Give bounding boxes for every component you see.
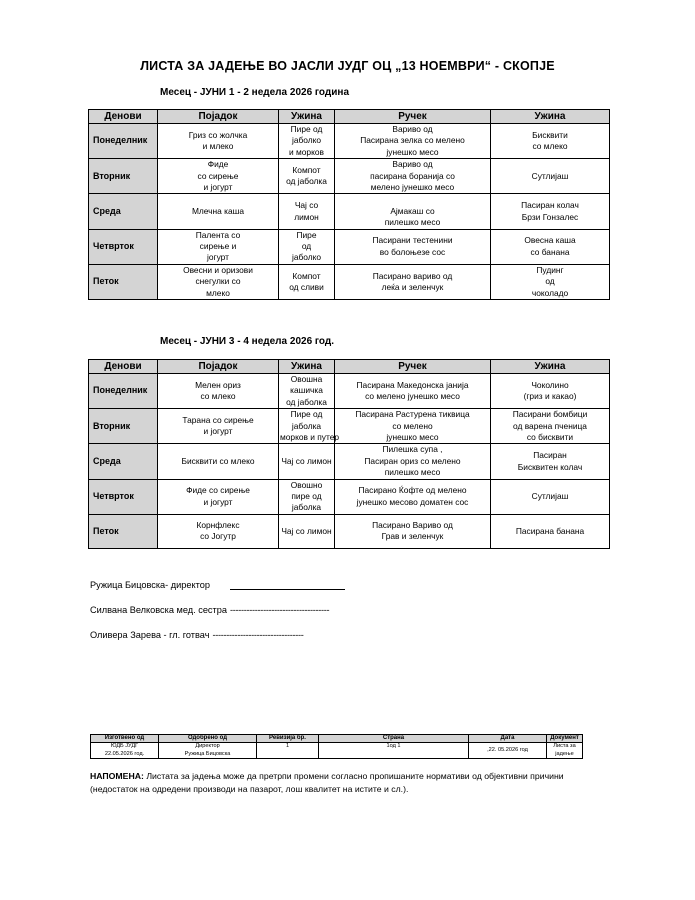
table-row bbox=[89, 124, 610, 159]
cell-line: Брзи Гонзалес bbox=[521, 211, 579, 222]
lunch-cell bbox=[335, 409, 491, 444]
note-text: Листата за јадења може да претрпи промени согласно пропишаните нормативи од објективни причини (недостаток на одредени производи на пазарот, лош квалитет на истите и сл.). bbox=[90, 771, 564, 794]
cell-line: Ајмакаш со bbox=[390, 205, 435, 216]
cell-line: со мелено јунешко месо bbox=[365, 391, 460, 402]
table-row bbox=[89, 479, 610, 514]
table-row bbox=[89, 444, 610, 479]
cell-line: пире од bbox=[291, 491, 322, 502]
snack2-cell bbox=[491, 479, 610, 514]
cell-line: Пасирано Вариво од bbox=[372, 519, 453, 530]
cell-line: од јаболка bbox=[286, 396, 327, 407]
week1-subtitle: Месец - ЈУНИ 1 - 2 недела 2026 година bbox=[160, 87, 350, 98]
day-cell: Четврток bbox=[89, 479, 158, 514]
cell-line: со сирење bbox=[197, 170, 239, 181]
header-snack1: Ужина bbox=[279, 360, 335, 374]
nurse-dashes: ------------------------------------ bbox=[229, 605, 330, 615]
cell-line: Мелен ориз bbox=[195, 379, 241, 390]
cell-line: Сутлијаш bbox=[531, 170, 569, 181]
cell-line: Пире од bbox=[290, 409, 323, 420]
docinfo-header-page: Страна bbox=[319, 735, 469, 743]
header-snack2: Ужина bbox=[491, 360, 610, 374]
lunch-cell bbox=[335, 159, 491, 194]
lunch-cell bbox=[335, 374, 491, 409]
header-snack1: Ужина bbox=[279, 110, 335, 124]
cell-line: (гриз и какао) bbox=[523, 391, 577, 402]
table-row bbox=[89, 194, 610, 229]
cell-line: од bbox=[545, 276, 555, 287]
cell-line: пилешко месо bbox=[384, 217, 441, 228]
breakfast-cell bbox=[158, 479, 279, 514]
cell-line: Пире bbox=[296, 229, 317, 240]
cell-line: од варена пченица bbox=[513, 420, 587, 431]
snack2-cell bbox=[491, 159, 610, 194]
menu-table-week1 bbox=[88, 109, 610, 300]
cell-line: Пасирана Македонска јанија bbox=[356, 379, 469, 390]
cell-line: Пасиран колач bbox=[521, 200, 579, 211]
cell-line: Чај со лимон bbox=[281, 455, 332, 466]
breakfast-cell bbox=[158, 514, 279, 548]
header-days: Денови bbox=[89, 110, 158, 124]
cell-line: од сливи bbox=[289, 281, 324, 292]
cook-label: Оливера Зарева - гл. готвач bbox=[90, 630, 210, 640]
breakfast-cell bbox=[158, 444, 279, 479]
cell-line: и јогурт bbox=[203, 182, 233, 193]
cell-line: од bbox=[301, 241, 312, 252]
cell-line: морков и путер bbox=[280, 432, 340, 443]
note bbox=[90, 770, 610, 795]
snack1-cell bbox=[279, 124, 335, 159]
docinfo-revision: 1 bbox=[257, 743, 319, 759]
table-header-row bbox=[89, 360, 610, 374]
breakfast-cell bbox=[158, 194, 279, 229]
cell-line: од јаболка bbox=[286, 176, 327, 187]
day-cell: Понеделник bbox=[89, 374, 158, 409]
lunch-cell bbox=[335, 264, 491, 299]
header-snack2: Ужина bbox=[491, 110, 610, 124]
breakfast-cell bbox=[158, 374, 279, 409]
cell-line: Корнфлекс bbox=[196, 519, 240, 530]
cell-line: Пилешка супа , bbox=[382, 444, 443, 455]
docinfo-header-document: Документ bbox=[547, 735, 583, 743]
cell-line: со млеко bbox=[200, 391, 236, 402]
table-row bbox=[89, 409, 610, 444]
cell-line: јогурт bbox=[207, 252, 229, 263]
cell-line: и јогурт bbox=[203, 496, 233, 507]
snack1-cell bbox=[279, 479, 335, 514]
lunch-cell bbox=[335, 514, 491, 548]
cell-line: Чај со bbox=[294, 200, 319, 211]
document-info-table bbox=[90, 734, 583, 759]
cell-line: Овошна bbox=[290, 374, 323, 384]
cell-line: Компот bbox=[292, 164, 321, 175]
cell-line: млеко bbox=[206, 287, 230, 298]
header-lunch: Ручек bbox=[335, 360, 491, 374]
snack1-cell bbox=[279, 444, 335, 479]
docinfo-page: 1од 1 bbox=[319, 743, 469, 759]
cell-line: во болоњезе сос bbox=[379, 246, 446, 257]
day-cell: Вторник bbox=[89, 159, 158, 194]
docinfo-header-prepared: Изготвено од bbox=[91, 735, 159, 743]
day-cell: Среда bbox=[89, 194, 158, 229]
lunch-cell bbox=[335, 229, 491, 264]
table-header-row bbox=[89, 110, 610, 124]
breakfast-cell bbox=[158, 264, 279, 299]
cell-line: јаболка bbox=[291, 502, 322, 513]
cell-line: Овошно bbox=[290, 479, 323, 490]
cell-line: со банана bbox=[530, 246, 570, 257]
cell-line: пилешко месо bbox=[384, 467, 441, 478]
cell-line: јаболко bbox=[291, 135, 322, 146]
cell-line: Фиде bbox=[207, 159, 229, 170]
cell-line: леќа и зеленчук bbox=[381, 281, 444, 292]
cell-line: Бисквити со млеко bbox=[181, 455, 255, 466]
lunch-cell bbox=[335, 124, 491, 159]
cell-line: Пасирана зелка со мелено bbox=[360, 135, 465, 146]
table-row bbox=[89, 159, 610, 194]
signature-nurse bbox=[90, 605, 329, 615]
cell-line: снегулки со bbox=[195, 276, 241, 287]
lunch-cell bbox=[335, 479, 491, 514]
breakfast-cell bbox=[158, 229, 279, 264]
cell-line: и морков bbox=[289, 146, 324, 157]
cell-line: Пасирано Ќофте од мелено bbox=[358, 485, 467, 496]
cell-line: Сутлијаш bbox=[531, 491, 569, 502]
header-lunch: Ручек bbox=[335, 110, 491, 124]
cell-line: Пасирана Растурена тиквица bbox=[355, 409, 470, 420]
snack2-cell bbox=[491, 194, 610, 229]
snack1-cell bbox=[279, 229, 335, 264]
page-title: ЛИСТА ЗА ЈАДЕЊЕ ВО ЈАСЛИ ЈУДГ ОЦ „13 НОЕМВРИ“ - СКОПЈЕ bbox=[140, 59, 555, 73]
cell-line: Овесна каша bbox=[524, 235, 576, 246]
docinfo-prepared: ЮДБ ЈУДГ 22.05.2026 год. bbox=[91, 743, 159, 759]
header-breakfast: Појадок bbox=[158, 110, 279, 124]
cell-line: пасирана боранија со bbox=[370, 170, 455, 181]
cell-line: јаболко bbox=[291, 252, 322, 263]
snack1-cell bbox=[279, 194, 335, 229]
cell-line: јунешко месово доматен сос bbox=[356, 496, 469, 507]
day-cell: Среда bbox=[89, 444, 158, 479]
cell-line: Бисквитен колач bbox=[517, 461, 583, 472]
snack1-cell bbox=[279, 409, 340, 444]
cell-line: Пасирани тестенини bbox=[372, 235, 453, 246]
cell-line: Чоколино bbox=[531, 379, 569, 390]
table-row bbox=[89, 264, 610, 299]
snack2-cell bbox=[491, 124, 610, 159]
menu-table-week2 bbox=[88, 359, 610, 549]
lunch-cell bbox=[335, 444, 491, 479]
snack1-cell bbox=[279, 374, 335, 409]
signature-line bbox=[230, 589, 345, 590]
breakfast-cell bbox=[158, 159, 279, 194]
cell-line: со Јогутр bbox=[200, 531, 236, 542]
cell-line: Пасирани бомбици bbox=[512, 409, 588, 420]
header-breakfast: Појадок bbox=[158, 360, 279, 374]
cell-line: Вариво од bbox=[392, 124, 433, 134]
cell-line: Пасиран ориз со мелено bbox=[364, 455, 461, 466]
signature-cook bbox=[90, 630, 304, 640]
cell-line: лимон bbox=[294, 211, 319, 222]
snack1-cell bbox=[279, 514, 335, 548]
snack2-cell bbox=[491, 444, 610, 479]
cell-line: Пасирана банана bbox=[515, 525, 585, 536]
docinfo-document: Листа за јадење bbox=[547, 743, 583, 759]
day-cell: Понеделник bbox=[89, 124, 158, 159]
cell-line: јаболка bbox=[291, 420, 322, 431]
cell-line: кашичка bbox=[290, 385, 323, 396]
snack2-cell bbox=[491, 409, 610, 444]
cell-line: јунешко месо bbox=[386, 146, 439, 157]
cell-line: Пасиран bbox=[533, 450, 567, 461]
cell-line: Палента со bbox=[195, 229, 241, 240]
table-row bbox=[89, 229, 610, 264]
breakfast-cell bbox=[158, 124, 279, 159]
cell-line: Компот bbox=[292, 270, 321, 281]
signature-director bbox=[90, 580, 345, 590]
day-cell: Вторник bbox=[89, 409, 158, 444]
table-row bbox=[89, 374, 610, 409]
snack1-cell bbox=[279, 159, 335, 194]
cell-line: чоколадо bbox=[531, 287, 569, 298]
cell-line: Пудинг bbox=[536, 264, 564, 275]
docinfo-date: ,22. 05.2026 год bbox=[469, 743, 547, 759]
cell-line: Овесни и оризови bbox=[183, 264, 253, 275]
cell-line: Бисквити bbox=[532, 129, 568, 140]
cell-line: Млечна каша bbox=[191, 205, 245, 216]
cell-line: Гриз со жолчка bbox=[188, 129, 248, 140]
week2-subtitle: Месец - ЈУНИ 3 - 4 недела 2026 год. bbox=[160, 336, 335, 347]
breakfast-cell bbox=[158, 409, 279, 444]
cell-line: Пире од bbox=[290, 124, 323, 134]
docinfo-header-date: Датa bbox=[469, 735, 547, 743]
day-cell: Петок bbox=[89, 264, 158, 299]
cell-line: и млеко bbox=[202, 141, 234, 152]
cell-line: сирење и bbox=[199, 241, 237, 252]
cell-line: мелено јунешко месо bbox=[370, 182, 455, 193]
cell-line: со мелено bbox=[392, 420, 433, 431]
cell-line: Грав и зеленчук bbox=[381, 531, 444, 542]
cell-line: јунешко месо bbox=[386, 432, 439, 443]
day-cell: Четврток bbox=[89, 229, 158, 264]
snack2-cell bbox=[491, 374, 610, 409]
director-label: Ружица Бицовска- директор bbox=[90, 580, 210, 590]
nurse-label: Силвана Велковска мед. сестра bbox=[90, 605, 227, 615]
cell-line: Чај со лимон bbox=[281, 525, 332, 536]
table-row bbox=[89, 514, 610, 548]
note-label: НАПОМЕНА: bbox=[90, 771, 144, 781]
cell-line: Фиде со сирење bbox=[186, 485, 250, 496]
docinfo-header-approved: Одобрено од bbox=[159, 735, 257, 743]
snack2-cell bbox=[491, 264, 610, 299]
cell-line: и јогурт bbox=[203, 426, 233, 437]
cell-line: со млеко bbox=[532, 141, 568, 152]
day-cell: Петок bbox=[89, 514, 158, 548]
docinfo-approved: Директор Ружица Бицовска bbox=[159, 743, 257, 759]
snack2-cell bbox=[491, 514, 610, 548]
cook-dashes: --------------------------------- bbox=[212, 630, 304, 640]
header-days: Денови bbox=[89, 360, 158, 374]
cell-line: Пасирано вариво од bbox=[372, 270, 453, 281]
docinfo-header-revision: Ревизија бр. bbox=[257, 735, 319, 743]
cell-line bbox=[336, 194, 489, 205]
snack1-cell bbox=[279, 264, 335, 299]
cell-line: со бисквити bbox=[526, 432, 574, 443]
lunch-cell bbox=[335, 194, 491, 229]
snack2-cell bbox=[491, 229, 610, 264]
cell-line: Вариво од bbox=[392, 159, 433, 170]
cell-line: Тарана со сирење bbox=[182, 414, 254, 425]
